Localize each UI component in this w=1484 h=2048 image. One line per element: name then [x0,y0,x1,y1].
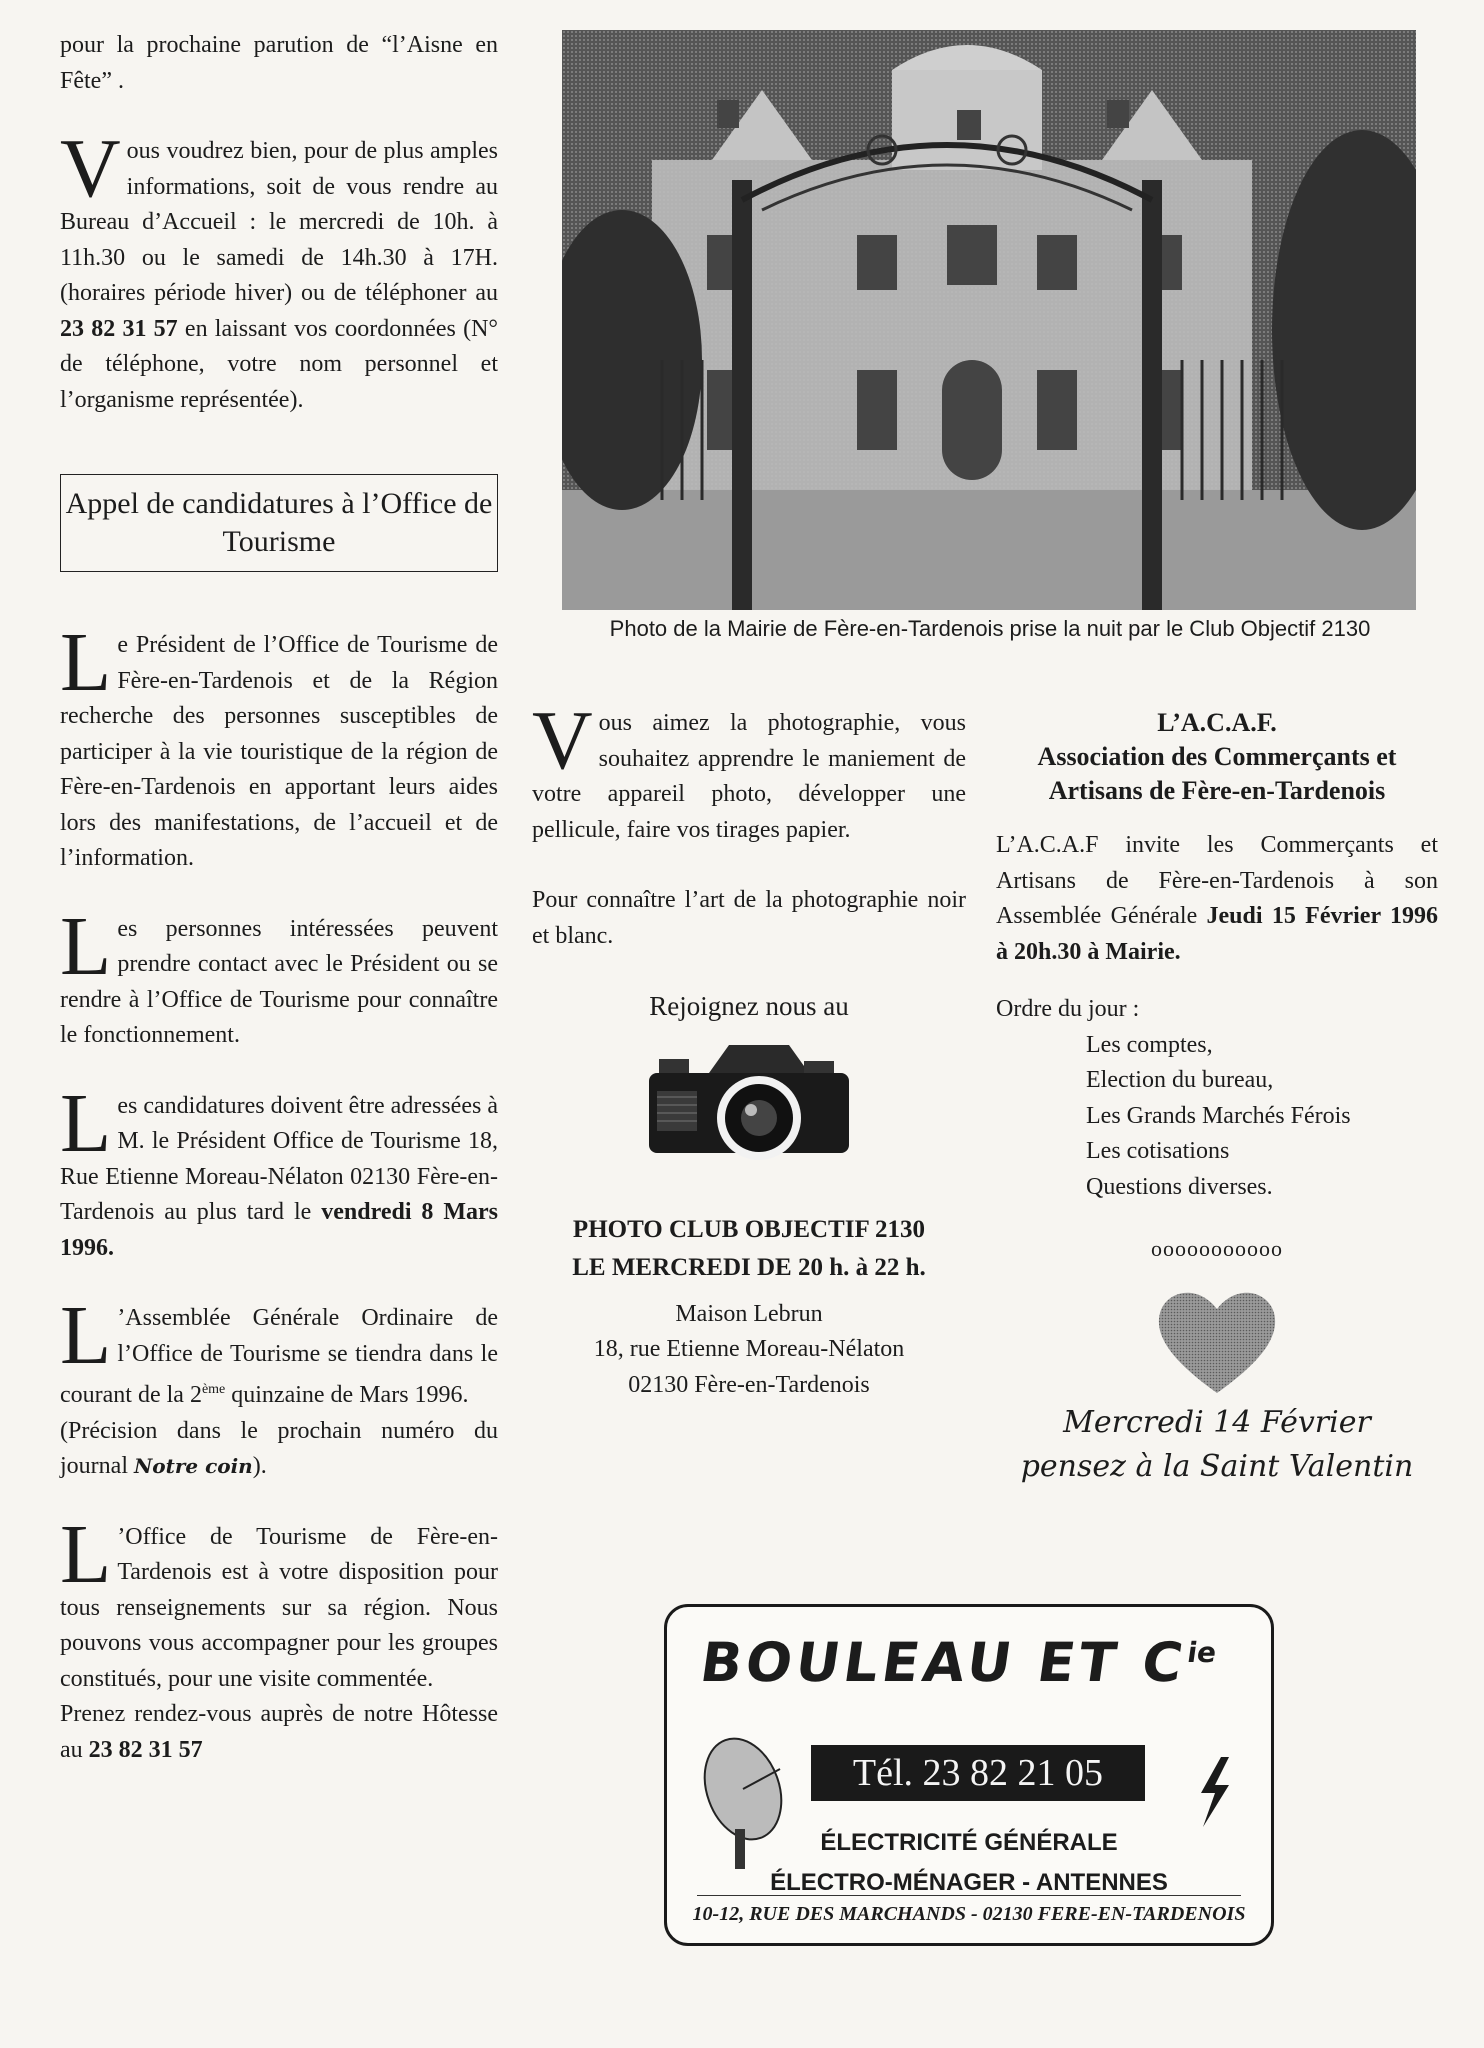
acaf-title: L’A.C.A.F. [1157,708,1277,737]
drop-cap: V [60,122,121,215]
agenda-item: Questions diverses. [1086,1173,1273,1200]
club-address-2: 18, rue Etienne Moreau-Nélaton [593,1336,905,1362]
photo-caption: Photo de la Mairie de Fère-en-Tardenois prise la nuit par le Club Objectif 2130 [609,616,1371,641]
acaf-date: Jeudi 15 Février 1996 à 20h.30 à Mairie. [996,903,1438,965]
assembly-paragraph [60,1289,498,1485]
photo-club-paragraph [532,694,966,848]
town-hall-photo [562,30,1416,610]
superscript: ème [201,1382,226,1397]
office-paragraph [60,1507,498,1698]
journal-name: Notre coin [133,1454,253,1478]
appointment-paragraph [60,1697,498,1768]
drop-cap: L [60,1507,112,1601]
column-right [996,706,1438,1489]
agenda-item: Les Grands Marchés Férois [1086,1102,1351,1129]
agenda-item: Les cotisations [1086,1138,1230,1164]
section-title-box: Appel de candidatures à l’Office de Tourisme [60,474,498,572]
deadline-date: vendredi 8 Mars 1996. [60,1199,498,1261]
agenda-item: Les comptes, [1086,1031,1213,1058]
club-time: LE MERCREDI DE 20 h. à 22 h. [572,1253,926,1281]
valentine-line-2: pensez à la Saint Valentin [1020,1448,1414,1484]
ad-company-name-sup: ie [1185,1636,1219,1669]
drop-cap: L [60,1289,112,1382]
office-phone: 23 82 31 57 [60,315,178,342]
president-text: e Président de l’Office de Tourisme de Fère-en-Tardenois et de la Région recherche des personnes susceptibles de participer à la vie touristique de la région de Fère-en-Tardenois en apportant leurs aides lors des manifestations, de l’accueil et de l’information. [60,632,498,871]
ad-company-name-text: BOULEAU ET C [696,1631,1191,1694]
town-hall-illustration [562,30,1416,610]
intro-tail: pour la prochaine parution de “l’Aisne en Fête” . [60,32,498,94]
agenda-item: Election du bureau, [1086,1067,1274,1093]
drop-cap: V [532,694,593,787]
club-address-1: Maison Lebrun [675,1300,823,1327]
ad-service-2: ÉLECTRO-MÉNAGER - ANTENNES [770,1869,1168,1896]
ad-address: 10-12, RUE DES MARCHANDS - 02130 FERE-EN-TARDENOIS [692,1903,1246,1925]
info-text: ous voudrez bien, pour de plus amples informations, soit de vous rendre au Bureau d’Accueil : le mercredi de 10h. à 11h.30 ou le samedi de 14h.30 à 17H. (horaires période hiver) ou de téléphoner au [60,138,498,306]
acaf-text: L’A.C.A.F invite les Commerçants et Artisans de Fère-en-Tardenois à son Assemblée Générale [996,832,1438,929]
contact-text: es personnes intéressées peuvent prendre contact avec le Président ou se rendre à l’Office de Tourisme pour connaître le fonctionnement. [60,915,498,1048]
valentine-line-1: Mercredi 14 Février [1063,1404,1371,1440]
photo-art-paragraph: Pour connaître l’art de la photographie noir et blanc. [532,887,966,949]
column-left [60,28,498,1768]
acaf-paragraph [996,828,1438,970]
bouleau-advertisement [664,1604,1274,1946]
heart-icon [1152,1281,1282,1401]
assembly-text: ’Assemblée Générale Ordinaire de l’Office de Tourisme se tiendra dans le courant de la 2 [60,1305,498,1408]
info-paragraph [60,122,499,418]
club-address-3: 02130 Fère-en-Tardenois [628,1371,870,1398]
assembly-text-2: quinzaine de Mars 1996. [231,1382,469,1408]
ad-company-name [697,1631,1220,1694]
drop-cap: L [60,616,112,709]
drop-cap: L [60,1076,112,1170]
ad-phone: Tél. 23 82 21 05 [811,1745,1145,1801]
ad-service-1: ÉLECTRICITÉ GÉNÉRALE [820,1829,1118,1856]
assembly-text-3: (Précision dans le prochain numéro du journal [60,1417,498,1479]
club-name: PHOTO CLUB OBJECTIF 2130 [572,1215,926,1243]
office-text: ’Office de Tourisme de Fère-en-Tardenois est à votre disposition pour tous renseignements sur sa région. Nous pouvons vous accompagner pour les groupes constitués, pour une visite commentée. [60,1523,498,1692]
assembly-text-4: ). [252,1453,267,1479]
ad-divider [697,1895,1241,1896]
acaf-subtitle: Association des Commerçants et Artisans de Fère-en-Tardenois [1037,742,1397,805]
candidatures-text: es candidatures doivent être adressées à M. le Président Office de Tourisme 18, Rue Etienne Moreau-Nélaton 02130 Fère-en-Tardenois au plus tard le [60,1092,498,1225]
drop-cap: L [60,899,112,993]
info-text-2: en laissant vos coordonnées (N° de téléphone, votre nom personnel et l’organisme représentée). [60,315,499,413]
contact-paragraph [60,899,498,1054]
appointment-text: Prenez rendez-vous auprès de notre Hôtesse au [60,1701,498,1763]
photo-club-text: ous aimez la photographie, vous souhaitez apprendre le maniement de votre appareil photo, développer une pellicule, faire vos tirages papier. [532,710,966,843]
column-middle [532,694,966,1403]
separator: ooooooooooo [1151,1236,1283,1261]
join-heading: Rejoignez nous au [649,991,849,1021]
president-paragraph [60,616,498,877]
hostess-phone: 23 82 31 57 [88,1736,203,1763]
candidatures-paragraph [60,1076,498,1267]
agenda-title: Ordre du jour : [996,996,1140,1022]
camera-icon [639,1033,859,1173]
lightning-bolt-icon [1195,1757,1235,1827]
